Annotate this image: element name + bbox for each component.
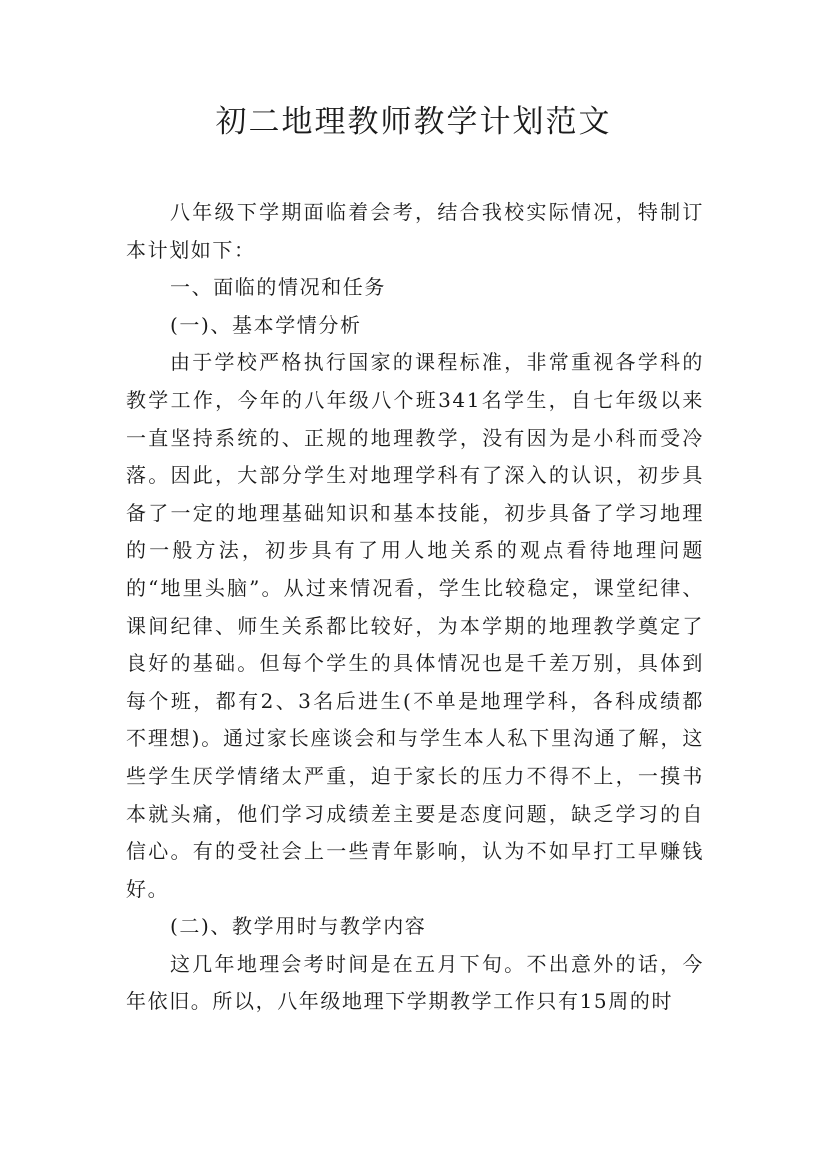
subsection-heading-1: (一)、基本学情分析	[170, 312, 362, 337]
paragraph-teaching-time: 这几年地理会考时间是在五月下旬。不出意外的话，今年依旧。所以，八年级地理下学期教学工作只有15周的时	[126, 951, 704, 1014]
paragraph-intro: 八年级下学期面临着会考，结合我校实际情况，特制订本计划如下：	[126, 200, 704, 262]
section-heading-1: 一、面临的情况和任务	[170, 275, 386, 300]
paragraph-student-analysis: 由于学校严格执行国家的课程标准，非常重视各学科的教学工作，今年的八年级八个班341名学生，自七年级以来一直坚持系统的、正规的地理教学，没有因为是小科而受冷落。因此，大部分学生对地理学科有了深入的认识，初步具备了一定的地理基础知识和基本技能，初步具备了学习地理的一般方法，初步具有了用人地关系的观点看待地理问题的“地里头脑”。从过来情况看，学生比较稳定，课堂纪律、课间纪律、师生关系都比较好，为本学期的地理教学奠定了良好的基础。但每个学生的具体情况也是千差万别，具体到每个班，都有2、3名后进生(不单是地理学科，各科成绩都不理想)。通过家长座谈会和与学生本人私下里沟通了解，这些学生厌学情绪太严重，迫于家长的压力不得不上，一摸书本就头痛，他们学习成绩差主要是态度问题，缺乏学习的自信心。有的受社会上一些青年影响，认为不如早打工早赚钱好。	[126, 350, 704, 901]
subsection-heading-2: (二)、教学用时与教学内容	[170, 914, 427, 939]
document-title: 初二地理教师教学计划范文	[215, 104, 612, 140]
document-body	[126, 194, 704, 1021]
